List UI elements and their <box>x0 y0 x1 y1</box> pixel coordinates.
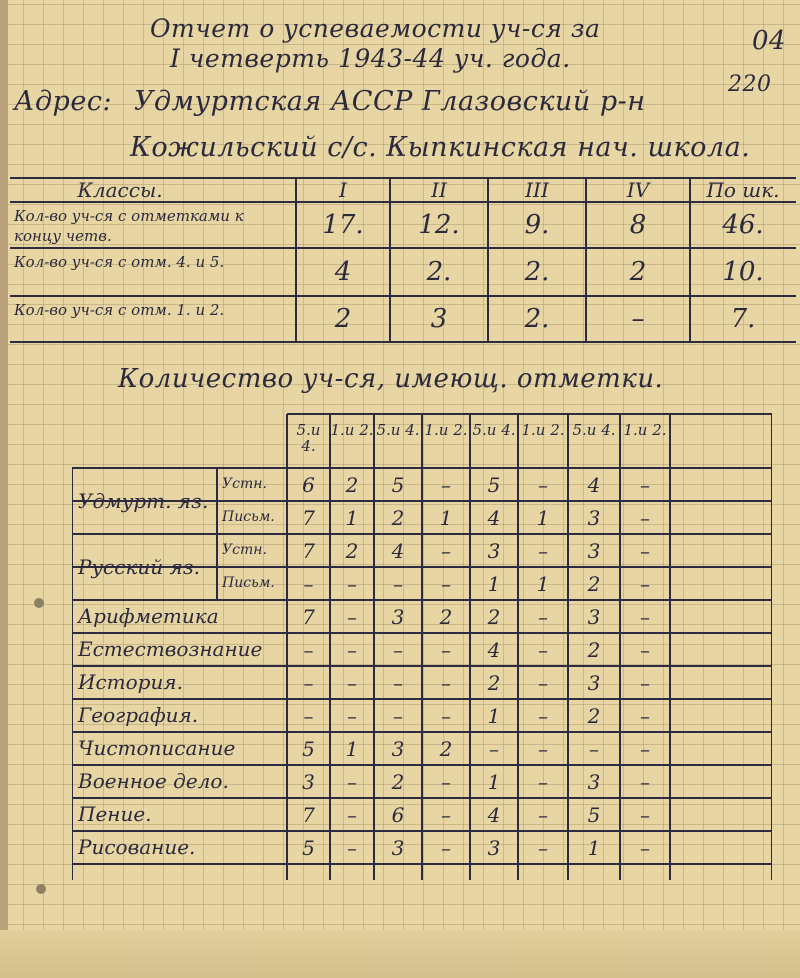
grades-cell: 2 <box>439 736 453 761</box>
grades-cell: – <box>303 637 314 662</box>
grades-cell: 2 <box>587 703 601 728</box>
grades-subject-label: Рисование. <box>78 835 196 859</box>
grades-subject-label: География. <box>78 703 199 727</box>
summary-cell: – <box>631 304 645 334</box>
punch-hole <box>34 598 44 608</box>
grades-cell: – <box>441 802 451 827</box>
grades-cell: 3 <box>391 604 405 629</box>
summary-header-total: По шк. <box>706 178 780 202</box>
summary-cell: 2. <box>524 257 550 287</box>
grades-subsubject-label: Письм. <box>222 575 275 591</box>
grades-subsubject-label: Устн. <box>222 542 267 558</box>
grades-cell: – <box>347 769 357 794</box>
archive-number-stamp: 220 <box>728 72 772 97</box>
grades-cell: – <box>347 802 357 827</box>
report-title-line1: Отчет о успеваемости уч-ся за <box>150 14 601 43</box>
page-left-edge <box>0 0 8 978</box>
grades-cell: 1 <box>345 505 359 530</box>
grades-table <box>72 410 772 880</box>
grades-cell: 1 <box>487 769 501 794</box>
grades-cell: 2 <box>391 769 405 794</box>
summary-cell: 9. <box>524 210 550 240</box>
grades-cell: – <box>538 835 548 860</box>
grades-cell: – <box>538 670 548 695</box>
grades-cell: – <box>441 571 451 596</box>
grades-subject-label: История. <box>78 670 183 694</box>
summary-cell: 3 <box>430 304 448 334</box>
grades-cell: – <box>538 736 548 761</box>
grades-cell: 4 <box>487 802 501 827</box>
grades-cell: 7 <box>302 538 315 563</box>
grades-cell: 3 <box>391 835 405 860</box>
grades-cell: – <box>640 736 650 761</box>
address-line1: Удмуртская АССР Глазовский р-н <box>134 86 646 117</box>
grades-cell: – <box>441 769 451 794</box>
archive-number: 04 <box>752 26 787 56</box>
grades-cell: 3 <box>391 736 405 761</box>
grades-cell: 2 <box>391 505 405 530</box>
grades-subsubject-label: Устн. <box>222 476 267 492</box>
summary-header-class-1: I <box>339 178 347 202</box>
grades-cell: – <box>538 802 548 827</box>
grades-cell: – <box>441 703 451 728</box>
grades-cell: – <box>538 769 548 794</box>
summary-header-class-2: II <box>431 178 447 202</box>
grades-cell: 2 <box>345 538 359 563</box>
grades-cell: 2 <box>487 604 501 629</box>
grades-subject-label: Пение. <box>78 802 152 826</box>
grades-subject-label: Чистописание <box>78 736 236 760</box>
grades-subject-label: Военное дело. <box>78 769 229 793</box>
grades-cell: 1 <box>587 835 601 860</box>
summary-header-class-3: III <box>525 178 549 202</box>
page-bottom-edge <box>0 930 800 978</box>
grades-cell: 2 <box>587 637 601 662</box>
grades-cell: 1 <box>439 505 453 530</box>
summary-row-label: Кол-во уч-ся с отм. 1. и 2. <box>14 301 225 319</box>
grades-cell: – <box>441 637 451 662</box>
grades-cell: – <box>393 670 403 695</box>
grades-cell: – <box>640 472 650 497</box>
grades-col-header: 5.и 4. <box>572 421 616 439</box>
grades-cell: – <box>640 538 650 563</box>
grades-cell: 4 <box>391 538 405 563</box>
summary-cell: 2. <box>524 304 550 334</box>
summary-cell: 17. <box>322 210 364 240</box>
grades-cell: 2 <box>587 571 601 596</box>
grades-cell: – <box>589 736 599 761</box>
grades-cell: – <box>441 835 451 860</box>
grades-subject-label: Арифметика <box>78 604 219 628</box>
summary-cell: 2 <box>334 304 352 334</box>
grades-cell: 7 <box>302 604 315 629</box>
grades-cell: – <box>393 571 403 596</box>
grades-col-header: 5.и 4. <box>376 421 420 439</box>
summary-header-class-4: IV <box>626 178 650 202</box>
grades-cell: – <box>640 505 650 530</box>
grades-subject-label: Удмурт. яз. <box>78 489 209 513</box>
grades-cell: 3 <box>587 604 601 629</box>
grades-cell: 5 <box>487 472 501 497</box>
grades-cell: – <box>538 472 548 497</box>
grades-cell: – <box>538 604 548 629</box>
grades-cell: – <box>347 670 357 695</box>
grades-cell: 1 <box>487 703 501 728</box>
grades-cell: – <box>640 604 650 629</box>
grades-cell: 3 <box>587 670 601 695</box>
grades-cell: – <box>303 703 314 728</box>
grades-col-header: 5.и 4. <box>472 421 516 439</box>
grades-cell: 2 <box>487 670 501 695</box>
grades-cell: – <box>640 703 650 728</box>
grades-cell: – <box>538 538 548 563</box>
summary-row-label: Кол-во уч-ся с отметками к концу четв. <box>14 207 244 245</box>
grades-cell: 3 <box>587 769 601 794</box>
summary-header-classes: Классы. <box>77 178 163 202</box>
punch-hole <box>36 884 46 894</box>
grades-cell: 3 <box>487 538 501 563</box>
grades-cell: – <box>640 637 650 662</box>
grades-cell: – <box>640 835 650 860</box>
grades-cell: 5 <box>391 472 405 497</box>
grades-cell: 5 <box>302 835 315 860</box>
grades-cell: – <box>303 670 314 695</box>
summary-row-label: Кол-во уч-ся с отм. 4. и 5. <box>14 253 225 271</box>
grades-cell: 2 <box>439 604 453 629</box>
grades-cell: 1 <box>536 505 550 530</box>
grades-subject-label: Естествознание <box>78 637 263 661</box>
grades-cell: 6 <box>302 472 315 497</box>
grades-cell: 4 <box>587 472 601 497</box>
report-title-line2: I четверть 1943-44 уч. года. <box>170 44 571 73</box>
summary-cell: 12. <box>418 210 460 240</box>
grades-table-subtitle: Количество уч-ся, имеющ. отметки. <box>118 364 664 394</box>
grades-cell: – <box>538 637 548 662</box>
grades-cell: – <box>347 604 357 629</box>
grades-cell: – <box>347 571 357 596</box>
grades-cell: 5 <box>587 802 601 827</box>
grades-cell: 7 <box>302 802 315 827</box>
grades-cell: – <box>347 703 357 728</box>
grades-cell: 1 <box>487 571 501 596</box>
grades-cell: 3 <box>302 769 315 794</box>
grades-col-header: 1.и 2. <box>521 421 565 439</box>
summary-cell: 10. <box>722 257 764 287</box>
grades-cell: – <box>347 835 357 860</box>
grades-cell: – <box>640 802 650 827</box>
grades-col-header: 1.и 2. <box>623 421 667 439</box>
grades-cell: – <box>393 637 403 662</box>
grades-cell: – <box>441 670 451 695</box>
grades-cell: – <box>441 538 451 563</box>
grades-cell: – <box>640 571 650 596</box>
grades-cell: 4 <box>487 505 501 530</box>
grades-col-header: 1.и 2. <box>424 421 468 439</box>
grades-cell: 4 <box>487 637 501 662</box>
grades-cell: 3 <box>587 505 601 530</box>
grades-subsubject-label: Письм. <box>222 509 275 525</box>
summary-cell: 7. <box>730 304 756 334</box>
grades-col-header: 1.и 2. <box>330 421 374 439</box>
grades-cell: – <box>489 736 499 761</box>
grades-cell: 3 <box>587 538 601 563</box>
grades-cell: 5 <box>302 736 315 761</box>
summary-table <box>10 176 796 344</box>
grades-cell: – <box>640 769 650 794</box>
summary-cell: 4 <box>334 257 352 287</box>
summary-cell: 8 <box>629 210 647 240</box>
grades-cell: 6 <box>391 802 405 827</box>
grades-cell: 3 <box>487 835 501 860</box>
grades-cell: – <box>538 703 548 728</box>
grades-cell: – <box>393 703 403 728</box>
grades-col-header: 5.и 4. <box>296 421 321 455</box>
grades-subject-label: Русский яз. <box>78 555 201 579</box>
grades-cell: – <box>347 637 357 662</box>
grades-cell: – <box>441 472 451 497</box>
summary-cell: 2 <box>629 257 647 287</box>
grades-cell: – <box>640 670 650 695</box>
address-line2: Кожильский с/с. Кыпкинская нач. школа. <box>130 132 751 163</box>
summary-cell: 2. <box>426 257 452 287</box>
address-label: Адрес: <box>14 86 113 117</box>
grades-cell: 1 <box>345 736 359 761</box>
grades-cell: – <box>303 571 314 596</box>
summary-cell: 46. <box>722 210 764 240</box>
grades-cell: 2 <box>345 472 359 497</box>
grades-cell: 1 <box>536 571 550 596</box>
grades-cell: 7 <box>302 505 315 530</box>
